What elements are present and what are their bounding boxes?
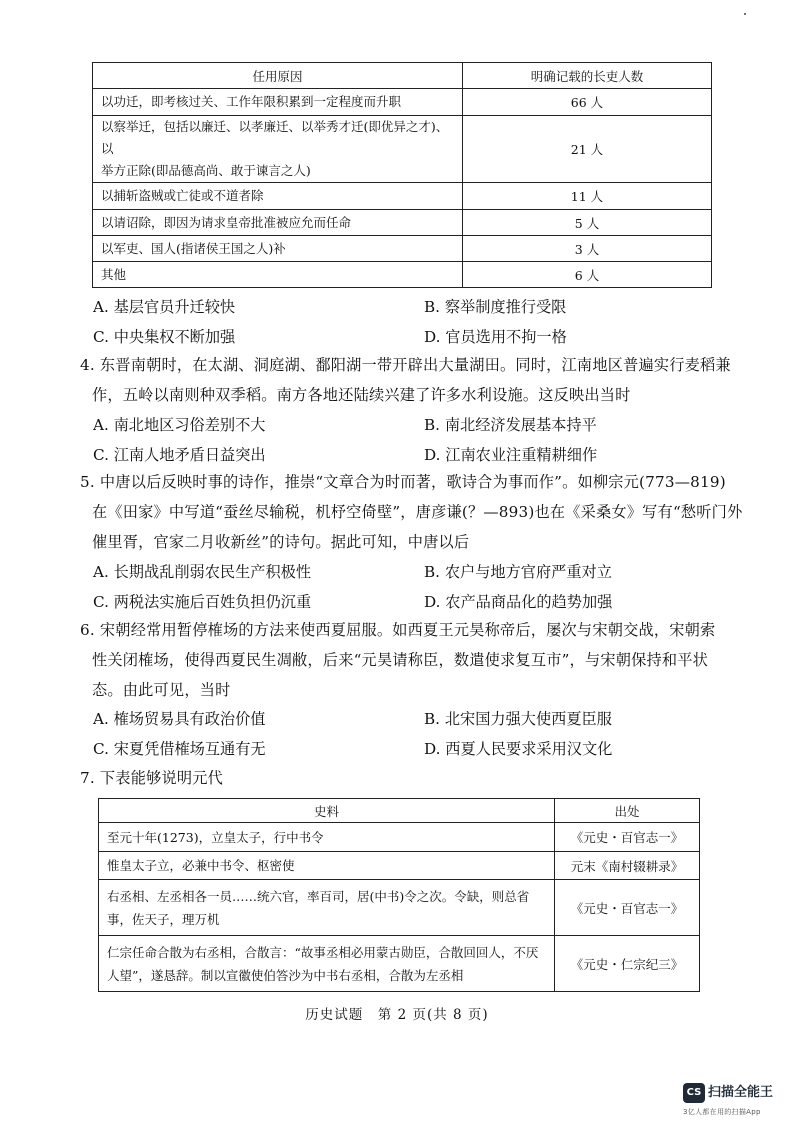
row-reason: 以军吏、国人(指诸侯王国之人)补	[93, 236, 463, 262]
question-7-stem	[80, 763, 720, 793]
q3-option-c: C. 中央集权不断加强	[93, 328, 236, 346]
table-header-row	[93, 63, 712, 89]
row-count: 21 人	[463, 116, 712, 183]
row-text: 仁宗任命合散为右丞相，合散言：“故事丞相必用蒙古勋臣，合散回回人，不厌 人望”，遂恳辞。制以宣徽使伯答沙为中书右丞相，合散为左丞相	[99, 936, 555, 992]
q5-line: 在《田家》中写道“蚕丝尽输税，机杼空倚壁”，唐彦谦(？—893)也在《采桑女》写有“愁听门外	[92, 503, 743, 521]
table-row	[99, 936, 700, 992]
table-row	[93, 236, 712, 262]
row-text: 惟皇太子立，必兼中书令、枢密使	[99, 852, 555, 880]
q5-option-b: B. 农户与地方官府严重对立	[424, 563, 612, 581]
q6-option-c: C. 宋夏凭借榷场互通有无	[93, 740, 266, 758]
header-source-text: 史料	[99, 799, 555, 823]
q5-line: 5. 中唐以后反映时事的诗作，推崇“文章合为时而著，歌诗合为事而作”。如柳宗元(773—819)	[80, 473, 726, 491]
camscanner-logo-icon: CS	[683, 1083, 705, 1103]
scan-speck	[744, 13, 746, 15]
row-count: 5 人	[463, 210, 712, 236]
table-row	[99, 823, 700, 852]
official-appointment-table	[92, 62, 712, 288]
q4-option-c: C. 江南人地矛盾日益突出	[93, 446, 266, 464]
q5-option-c: C. 两税法实施后百姓负担仍沉重	[93, 593, 312, 611]
header-reason: 任用原因	[93, 63, 463, 89]
q4-line: 4. 东晋南朝时，在太湖、洞庭湖、鄱阳湖一带开辟出大量湖田。同时，江南地区普遍实行麦稻兼	[80, 356, 731, 374]
row-reason: 其他	[93, 262, 463, 288]
table-row	[93, 116, 712, 183]
row-source: 元末《南村辍耕录》	[555, 852, 700, 880]
q3-option-a: A. 基层官员升迁较快	[93, 298, 236, 316]
table-row	[93, 210, 712, 236]
row-source: 《元史・百官志一》	[555, 823, 700, 852]
row-count: 66 人	[463, 89, 712, 116]
row-text: 右丞相、左丞相各一员……统六官，率百司，居(中书)令之次。令缺，则总省 事，佐天子，理万机	[99, 880, 555, 936]
row-source: 《元史・百官志一》	[555, 880, 700, 936]
row-count: 6 人	[463, 262, 712, 288]
question-5-stem	[80, 467, 743, 557]
q4-option-b: B. 南北经济发展基本持平	[424, 416, 597, 434]
question-6-stem	[80, 615, 720, 705]
header-origin: 出处	[555, 799, 700, 823]
row-source: 《元史・仁宗纪三》	[555, 936, 700, 992]
row-reason: 以请诏除，即因为请求皇帝批准被应允而任命	[93, 210, 463, 236]
table-row	[93, 89, 712, 116]
row-text: 至元十年(1273)，立皇太子，行中书令	[99, 823, 555, 852]
q6-line: 6. 宋朝经常用暂停榷场的方法来使西夏屈服。如西夏王元昊称帝后，屡次与宋朝交战，宋朝索	[80, 621, 716, 639]
q5-option-a: A. 长期战乱削弱农民生产积极性	[93, 563, 312, 581]
brand-name: 扫描全能王	[708, 1085, 774, 1100]
q3-option-d: D. 官员选用不拘一格	[424, 328, 567, 346]
q5-option-d: D. 农产品商品化的趋势加强	[424, 593, 613, 611]
question-4-stem	[80, 350, 731, 410]
row-count: 3 人	[463, 236, 712, 262]
row-reason: 以察举迁，包括以廉迁、以孝廉迁、以举秀才迁(即优异之才)、以 举方正除(即品德高尚、敢于谏言之人)	[93, 116, 463, 183]
q7-line: 7. 下表能够说明元代	[80, 769, 224, 787]
q3-option-b: B. 察举制度推行受限	[424, 298, 567, 316]
brand-tagline: 3亿人都在用的扫描App	[683, 1108, 761, 1116]
q6-option-b: B. 北宋国力强大使西夏臣服	[424, 710, 612, 728]
header-count: 明确记载的长吏人数	[463, 63, 712, 89]
page-footer: 历史试题 第 2 页(共 8 页)	[305, 1007, 489, 1023]
q4-line: 作，五岭以南则种双季稻。南方各地还陆续兴建了许多水利设施。这反映出当时	[92, 386, 631, 404]
q6-line: 态。由此可见，当时	[92, 681, 231, 699]
q6-option-d: D. 西夏人民要求采用汉文化	[424, 740, 613, 758]
table-row	[93, 262, 712, 288]
row-reason: 以捕斩盗贼或亡徒或不道者除	[93, 183, 463, 210]
q6-option-a: A. 榷场贸易具有政治价值	[93, 710, 266, 728]
table-header-row	[99, 799, 700, 823]
table-row	[93, 183, 712, 210]
scanner-watermark	[683, 1083, 793, 1123]
table-row	[99, 880, 700, 936]
row-count: 11 人	[463, 183, 712, 210]
q4-option-a: A. 南北地区习俗差别不大	[93, 416, 266, 434]
table-row	[99, 852, 700, 880]
yuan-sources-table	[98, 798, 700, 992]
row-reason: 以功迁，即考核过关、工作年限积累到一定程度而升职	[93, 89, 463, 116]
q4-option-d: D. 江南农业注重精耕细作	[424, 446, 598, 464]
q6-line: 性关闭榷场，使得西夏民生凋敝，后来“元昊请称臣，数遣使求复互市”，与宋朝保持和平状	[92, 651, 709, 669]
q5-line: 催里胥，官家二月收新丝”的诗句。据此可知，中唐以后	[92, 533, 470, 551]
